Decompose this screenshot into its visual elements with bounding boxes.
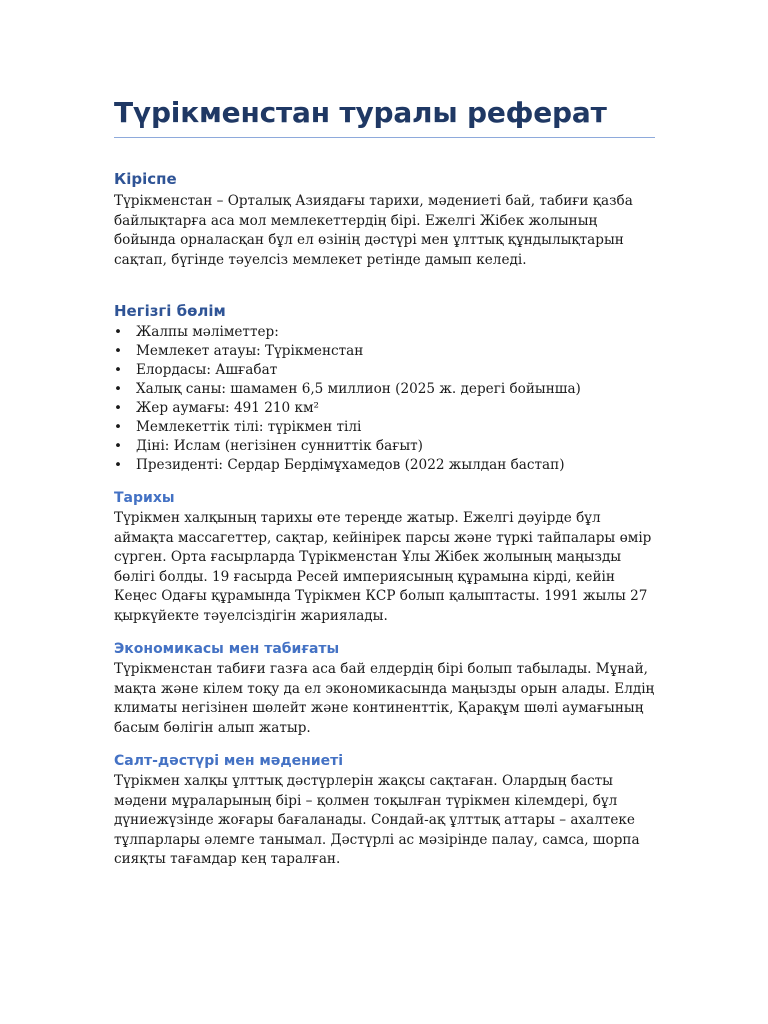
- list-item: [114, 456, 655, 475]
- bullet-icon: •: [114, 457, 123, 473]
- economy-paragraph: Түрікменстан табиғи газға аса бай елдердің бірі болып табылады. Мұнай, мақта және кілем тоқу да ел экономикасында маңызды орын алады. Елдің климаты негізінен шөлейт және континенттік, Қарақұм шөлі аумағының басым бөлігін алып жатыр.: [114, 661, 655, 736]
- bullet-icon: •: [114, 324, 123, 340]
- list-item-text: Халық саны: шамамен 6,5 миллион (2025 ж. дерегі бойынша): [136, 381, 581, 397]
- list-item-text: Діні: Ислам (негізінен сунниттік бағыт): [136, 438, 423, 454]
- intro-paragraph: Түрікменстан – Орталық Азиядағы тарихи, мәдениеті бай, табиғи қазба байлықтарға аса мол мемлекеттердің бірі. Ежелгі Жібек жолының бойында орналасқан бұл ел өзінің дәстүрі мен ұлттық құндылықтарын сақтап, бүгінде тәуелсіз мемлекет ретінде дамып келеді.: [114, 193, 633, 268]
- list-item-text: Жер аумағы: 491 210 км²: [136, 400, 320, 416]
- facts-list: [114, 323, 655, 475]
- list-item: [114, 380, 655, 399]
- economy-section: [114, 641, 655, 738]
- bullet-icon: •: [114, 419, 123, 435]
- bullet-icon: •: [114, 438, 123, 454]
- intro-heading: Кіріспе: [114, 170, 177, 188]
- document-title: Түрікменстан туралы реферат: [114, 96, 655, 138]
- list-item: [114, 361, 655, 380]
- culture-heading: Салт-дәстүрі мен мәдениеті: [114, 753, 344, 769]
- culture-section: [114, 753, 655, 870]
- list-item-text: Мемлекеттік тілі: түрікмен тілі: [136, 419, 362, 435]
- economy-heading: Экономикасы мен табиғаты: [114, 641, 340, 657]
- list-item-text: Мемлекет атауы: Түрікменстан: [136, 343, 364, 359]
- bullet-icon: •: [114, 381, 123, 397]
- history-paragraph: Түрікмен халқының тарихы өте тереңде жатыр. Ежелгі дәуірде бұл аймақта массагеттер, сақтар, кейінірек парсы және түркі тайпалары өмір сүрген. Орта ғасырларда Түрікменстан Ұлы Жібек жолының маңызды бөлігі болды. 19 ғасырда Ресей империясының құрамына кірді, кейін Кеңес Одағы құрамында Түрікмен КСР болып қалыптасты. 1991 жылы 27 қыркүйекте тәуелсіздігін жариялады.: [114, 510, 652, 624]
- bullet-icon: •: [114, 343, 123, 359]
- bullet-icon: •: [114, 362, 123, 378]
- list-item: [114, 418, 655, 437]
- main-section: [114, 302, 655, 475]
- list-item-text: Жалпы мәліметтер:: [136, 324, 279, 340]
- culture-paragraph: Түрікмен халқы ұлттық дәстүрлерін жақсы сақтаған. Олардың басты мәдени мұраларының бірі – қолмен тоқылған түрікмен кілемдері, бұл дүниежүзінде жоғары бағаланады. Сондай-ақ ұлттық аттары – ахалтеке тұлпарлары әлемге танымал. Дәстүрлі ас мәзірінде палау, самса, шорпа сияқты тағамдар кең таралған.: [114, 773, 640, 867]
- history-section: [114, 490, 655, 626]
- history-heading: Тарихы: [114, 490, 175, 506]
- list-item-text: Президенті: Сердар Бердімұхамедов (2022 жылдан бастап): [136, 457, 565, 473]
- main-heading: Негізгі бөлім: [114, 302, 226, 320]
- list-item: [114, 342, 655, 361]
- intro-section: [114, 170, 655, 270]
- list-item-text: Елордасы: Ашғабат: [136, 362, 278, 378]
- bullet-icon: •: [114, 400, 123, 416]
- list-item: [114, 323, 655, 342]
- list-item: [114, 437, 655, 456]
- list-item: [114, 399, 655, 418]
